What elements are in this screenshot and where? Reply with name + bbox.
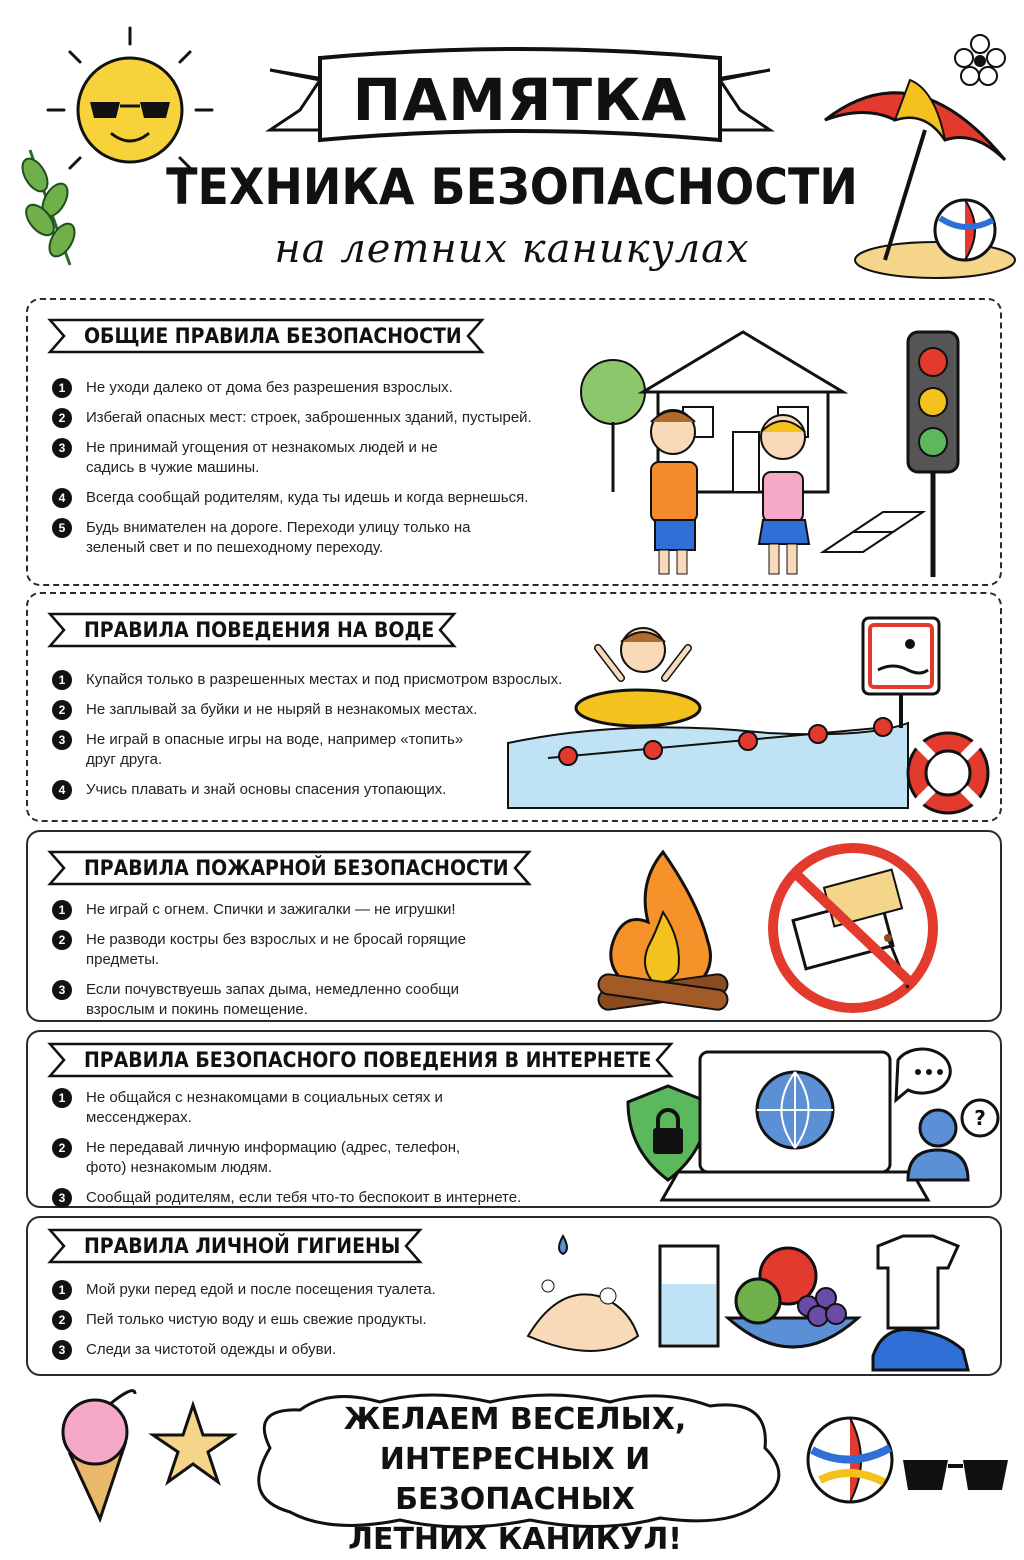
item-number: 2: [52, 930, 72, 950]
footer-line: ЛЕТНИХ КАНИКУЛ!: [348, 1522, 682, 1557]
list-item: [52, 1138, 502, 1178]
item-number: 2: [52, 408, 72, 428]
item-number: 2: [52, 1310, 72, 1330]
section-hygiene: [26, 1216, 1002, 1376]
item-text: Пей только чистую воду и ешь свежие продукты.: [86, 1311, 427, 1328]
section-title-ribbon: [48, 612, 456, 648]
item-number: 4: [52, 780, 72, 800]
item-number: 2: [52, 1138, 72, 1158]
section-title-ribbon: [48, 318, 484, 354]
item-number: 3: [52, 730, 72, 750]
item-text: Сообщай родителям, если тебя что-то беспокоит в интернете.: [86, 1189, 522, 1206]
item-text: Не играй с огнем. Спички и зажигалки — не игрушки!: [86, 901, 456, 918]
section-heading: [48, 612, 456, 656]
item-text: Будь внимателен на дороге. Переходи улицу только на зеленый свет и по пешеходному переходу.: [86, 519, 471, 556]
item-number: 3: [52, 980, 72, 1000]
banner: [300, 52, 740, 152]
item-number: 2: [52, 700, 72, 720]
section-title: ПРАВИЛА ЛИЧНОЙ ГИГИЕНЫ: [48, 1228, 422, 1264]
page-subtitle: на летних каникулах: [274, 226, 750, 272]
item-text: Купайся только в разрешенных местах и под присмотром взрослых.: [86, 671, 563, 688]
list-item: [52, 980, 472, 1020]
section-internet-safety: [26, 1030, 1002, 1208]
footer-wish: [300, 1400, 730, 1560]
item-text: Если почувствуешь запах дыма, немедленно сообщи взрослым и покинь помещение.: [86, 981, 460, 1018]
section-title: ПРАВИЛА ПОЖАРНОЙ БЕЗОПАСНОСТИ: [48, 850, 531, 886]
item-number: 1: [52, 670, 72, 690]
list-item: [52, 900, 532, 920]
item-number: 1: [52, 378, 72, 398]
item-number: 1: [52, 1280, 72, 1300]
section-water-safety: [26, 592, 1002, 822]
starfish-icon: [148, 1400, 238, 1490]
list-item: [52, 930, 472, 970]
ice-cream-icon: [40, 1384, 150, 1524]
section-heading: [48, 318, 484, 362]
section-title: ОБЩИЕ ПРАВИЛА БЕЗОПАСНОСТИ: [48, 318, 484, 354]
list-item: [52, 518, 492, 558]
rules-list: [52, 1280, 532, 1370]
section-general-safety: [26, 298, 1002, 586]
item-text: Избегай опасных мест: строек, заброшенных зданий, пустырей.: [86, 409, 532, 426]
section-heading: [48, 1228, 422, 1272]
item-text: Мой руки перед едой и после посещения туалета.: [86, 1281, 436, 1298]
list-item: [52, 408, 592, 428]
item-text: Всегда сообщай родителям, куда ты идешь и когда вернешься.: [86, 489, 529, 506]
section-title-ribbon: [48, 850, 531, 886]
section-heading: [48, 1042, 673, 1086]
item-number: 1: [52, 1088, 72, 1108]
section-title: ПРАВИЛА БЕЗОПАСНОГО ПОВЕДЕНИЯ В ИНТЕРНЕТЕ: [48, 1042, 673, 1078]
sunglasses-icon: [898, 1440, 1018, 1520]
page-title: ТЕХНИКА БЕЗОПАСНОСТИ: [166, 158, 858, 216]
item-text: Не разводи костры без взрослых и не бросай горящие предметы.: [86, 931, 466, 968]
section-fire-safety: [26, 830, 1002, 1022]
rules-list: [52, 1088, 592, 1218]
item-text: Не передавай личную информацию (адрес, телефон, фото) незнакомым людям.: [86, 1139, 461, 1176]
item-number: 5: [52, 518, 72, 538]
campfire-icon: [568, 842, 758, 1012]
item-number: 3: [52, 438, 72, 458]
subtitle-row: [0, 226, 1024, 276]
rules-list: [52, 378, 592, 568]
footer-line: ЖЕЛАЕМ ВЕСЕЛЫХ,: [343, 1402, 687, 1437]
section-heading: [48, 850, 531, 894]
list-item: [52, 730, 472, 770]
item-text: Не уходи далеко от дома без разрешения взрослых.: [86, 379, 453, 396]
section-title: ПРАВИЛА ПОВЕДЕНИЯ НА ВОДЕ: [48, 612, 456, 648]
list-item: [52, 1280, 532, 1300]
item-text: Не общайся с незнакомцами в социальных сетях и мессенджерах.: [86, 1089, 443, 1126]
rules-list: [52, 900, 532, 1030]
list-item: [52, 1088, 492, 1128]
section-title-ribbon: [48, 1228, 422, 1264]
house-children-illustration: [573, 322, 993, 584]
list-item: [52, 1188, 592, 1208]
list-item: [52, 1340, 532, 1360]
no-matches-sign-icon: [758, 838, 948, 1018]
item-number: 3: [52, 1340, 72, 1360]
item-text: Не играй в опасные игры на воде, например «топить» друг друга.: [86, 731, 464, 768]
item-number: 1: [52, 900, 72, 920]
list-item: [52, 488, 592, 508]
beach-ball-icon: [800, 1410, 900, 1510]
list-item: [52, 1310, 532, 1330]
list-item: [52, 378, 592, 398]
item-text: Следи за чистотой одежды и обуви.: [86, 1341, 337, 1358]
list-item: [52, 438, 472, 478]
item-text: Не заплывай за буйки и не ныряй в незнакомых местах.: [86, 701, 478, 718]
banner-title: ПАМЯТКА: [352, 66, 688, 134]
item-text: Не принимай угощения от незнакомых людей и не садись в чужие машины.: [86, 439, 438, 476]
svg-text:?: ?: [974, 1106, 986, 1130]
hygiene-illustration: [508, 1226, 998, 1376]
section-title-ribbon: [48, 1042, 673, 1078]
item-number: 4: [52, 488, 72, 508]
footer-line: ИНТЕРЕСНЫХ И БЕЗОПАСНЫХ: [379, 1442, 651, 1517]
swimming-illustration: [508, 608, 998, 820]
item-text: Учись плавать и знай основы спасения утопающих.: [86, 781, 447, 798]
item-number: 3: [52, 1188, 72, 1208]
